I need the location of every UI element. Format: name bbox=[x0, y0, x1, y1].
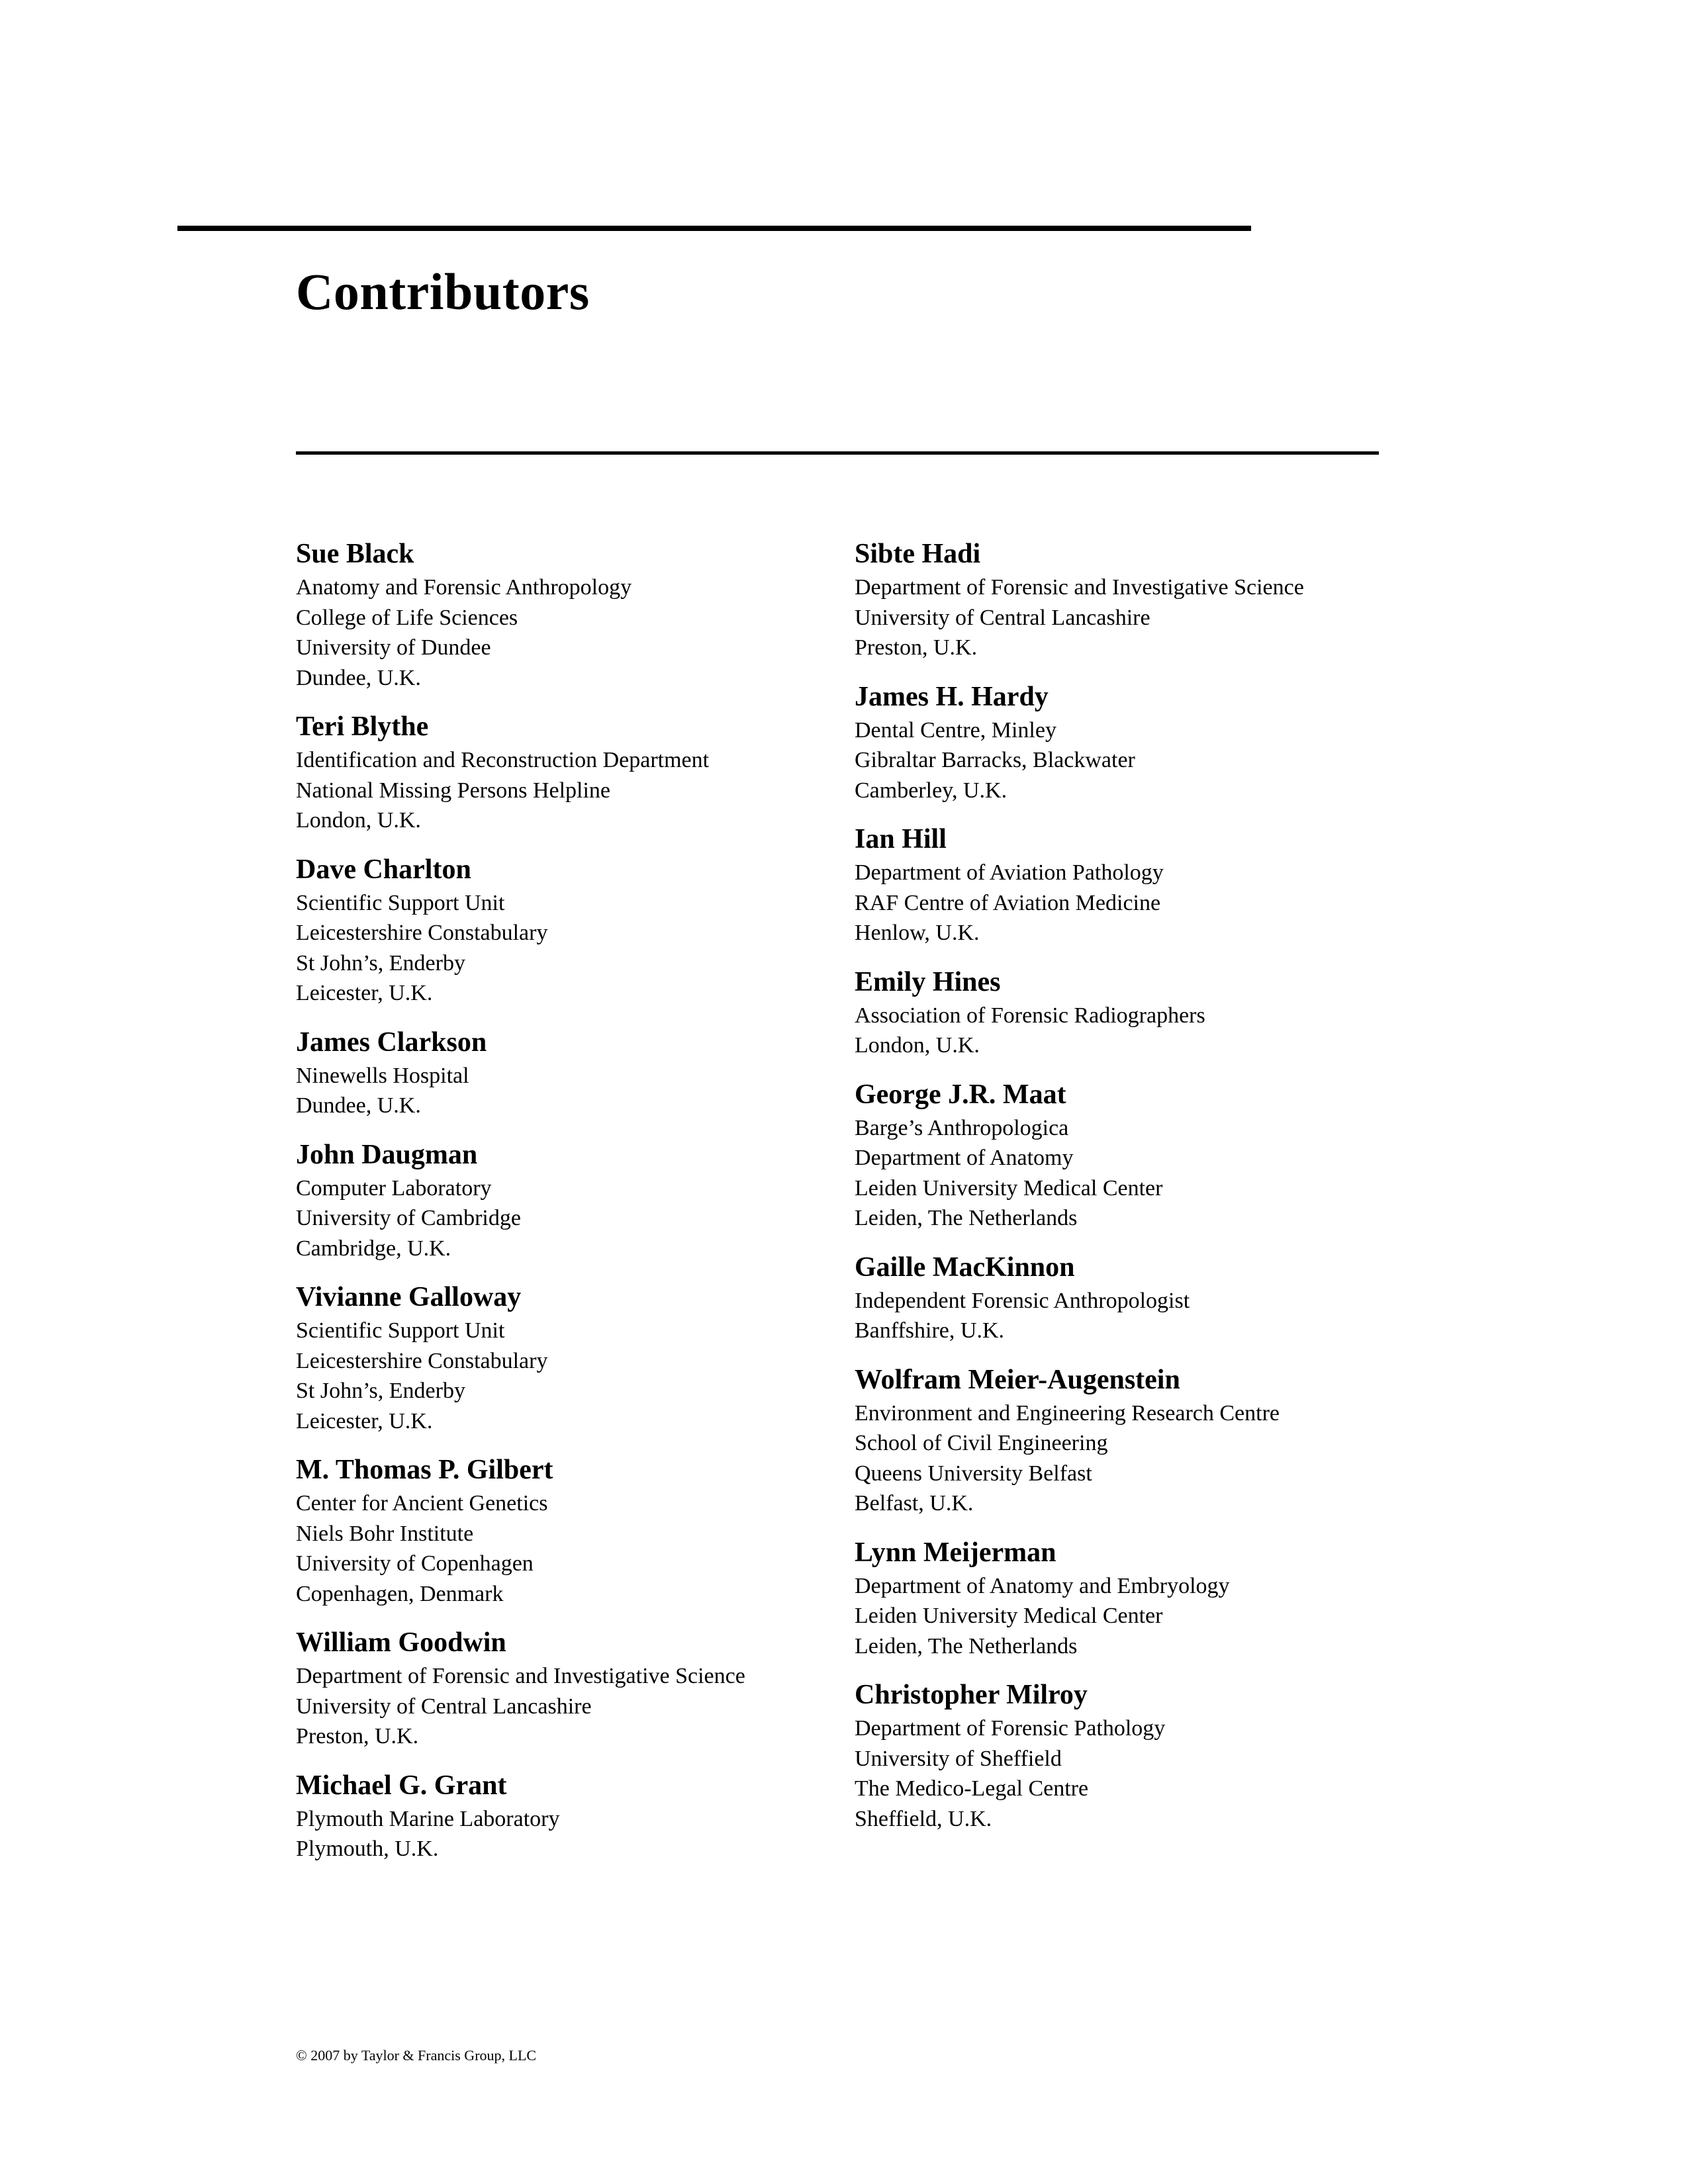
contributor-affiliation-line: London, U.K. bbox=[296, 808, 421, 833]
contributor-entry bbox=[296, 853, 825, 1009]
contributor-entry bbox=[296, 1026, 825, 1121]
contributor-affiliation-line: College of Life Sciences bbox=[296, 605, 518, 630]
contributor-affiliation-line: Leiden, The Netherlands bbox=[855, 1633, 1078, 1659]
contributor-name: Vivianne Galloway bbox=[296, 1282, 522, 1312]
contributor-affiliation-line: Belfast, U.K. bbox=[855, 1491, 974, 1516]
contributor-affiliation-line: Leicester, U.K. bbox=[296, 981, 433, 1005]
contributor-affiliation-line: Plymouth Marine Laboratory bbox=[296, 1806, 560, 1831]
contributor-affiliation-line: Leicestershire Constabulary bbox=[296, 921, 548, 945]
page-title: Contributors bbox=[296, 263, 590, 320]
contributor-affiliation-line: St John’s, Enderby bbox=[296, 950, 465, 976]
contributor-name: Wolfram Meier-Augenstein bbox=[855, 1364, 1180, 1395]
contributor-affiliation-line: Sheffield, U.K. bbox=[855, 1806, 992, 1831]
contributor-entry bbox=[855, 537, 1384, 663]
contributor-affiliation-line: Dundee, U.K. bbox=[296, 665, 421, 690]
contributor-affiliation-line: RAF Centre of Aviation Medicine bbox=[855, 890, 1161, 915]
contributor-affiliation-line: Preston, U.K. bbox=[296, 1724, 419, 1749]
contributor-affiliation-line: London, U.K. bbox=[855, 1033, 980, 1058]
contributor-name: Lynn Meijerman bbox=[855, 1537, 1056, 1568]
contributor-affiliation-line: Ninewells Hospital bbox=[296, 1063, 469, 1088]
contributor-affiliation-line: Cambridge, U.K. bbox=[296, 1236, 451, 1261]
contributor-entry bbox=[855, 680, 1384, 806]
contributor-entry bbox=[296, 1769, 825, 1864]
contributor-entry bbox=[855, 1678, 1384, 1834]
contributor-affiliation-line: Henlow, U.K. bbox=[855, 921, 980, 945]
contributor-entry bbox=[296, 1281, 825, 1436]
contributor-affiliation-line: Department of Forensic and Investigative Science bbox=[296, 1664, 745, 1688]
contributor-affiliation-line: Preston, U.K. bbox=[855, 635, 978, 660]
contributor-name: Ian Hill bbox=[855, 824, 947, 854]
contributor-entry bbox=[296, 1453, 825, 1609]
contributor-name: William Goodwin bbox=[296, 1627, 506, 1658]
contributor-entry bbox=[296, 1626, 825, 1752]
contributor-name: Teri Blythe bbox=[296, 711, 429, 742]
contributor-affiliation-line: Department of Anatomy bbox=[855, 1146, 1074, 1170]
contributor-affiliation-line: Leicester, U.K. bbox=[296, 1408, 433, 1433]
contributor-affiliation-line: School of Civil Engineering bbox=[855, 1431, 1108, 1455]
contributor-affiliation-line: Center for Ancient Genetics bbox=[296, 1491, 548, 1516]
contributor-affiliation-line: Department of Forensic and Investigative Science bbox=[855, 575, 1304, 600]
contributor-entry bbox=[296, 710, 825, 836]
contributor-affiliation-line: Dundee, U.K. bbox=[296, 1093, 421, 1118]
contributor-entry bbox=[855, 823, 1384, 948]
contributor-affiliation-line: Identification and Reconstruction Department bbox=[296, 748, 710, 772]
contributor-name: Sibte Hadi bbox=[855, 539, 981, 569]
contributor-name: M. Thomas P. Gilbert bbox=[296, 1455, 553, 1485]
contributor-affiliation-line: Scientific Support Unit bbox=[296, 890, 505, 915]
contributor-affiliation-line: Queens University Belfast bbox=[855, 1461, 1092, 1486]
contributor-name: Christopher Milroy bbox=[855, 1680, 1088, 1710]
contributor-affiliation-line: National Missing Persons Helpline bbox=[296, 778, 611, 803]
contributor-affiliation-line: Dental Centre, Minley bbox=[855, 717, 1056, 743]
contributor-affiliation-line: Association of Forensic Radiographers bbox=[855, 1003, 1205, 1028]
contributor-affiliation-line: St John’s, Enderby bbox=[296, 1379, 465, 1403]
contributor-name: Sue Black bbox=[296, 539, 414, 569]
contributor-affiliation-line: Leiden University Medical Center bbox=[855, 1175, 1163, 1201]
contributor-entry bbox=[296, 537, 825, 693]
contributor-name: Emily Hines bbox=[855, 966, 1001, 997]
contributor-entry bbox=[855, 1536, 1384, 1662]
contributor-affiliation-line: Leicestershire Constabulary bbox=[296, 1348, 548, 1373]
contributor-affiliation-line: Environment and Engineering Research Centre bbox=[855, 1400, 1280, 1426]
contributor-affiliation-line: Banffshire, U.K. bbox=[855, 1318, 1004, 1343]
contributor-affiliation-line: University of Central Lancashire bbox=[855, 605, 1150, 630]
contributor-affiliation-line: Independent Forensic Anthropologist bbox=[855, 1288, 1190, 1313]
contributor-entry bbox=[855, 966, 1384, 1061]
contributor-name: Gaille MacKinnon bbox=[855, 1251, 1075, 1283]
contributor-name: James H. Hardy bbox=[855, 681, 1049, 712]
contributors-column-left bbox=[296, 537, 825, 1882]
contributor-affiliation-line: Barge’s Anthropologica bbox=[855, 1115, 1069, 1140]
contributor-affiliation-line: Niels Bohr Institute bbox=[296, 1521, 474, 1546]
contributor-entry bbox=[855, 1078, 1384, 1234]
contributor-affiliation-line: University of Cambridge bbox=[296, 1206, 521, 1230]
contributor-affiliation-line: University of Dundee bbox=[296, 635, 491, 660]
contributor-affiliation-line: Scientific Support Unit bbox=[296, 1318, 505, 1343]
contributor-affiliation-line: Copenhagen, Denmark bbox=[296, 1581, 504, 1606]
contributor-affiliation-line: University of Sheffield bbox=[855, 1746, 1062, 1771]
contributor-affiliation-line: Department of Forensic Pathology bbox=[855, 1716, 1166, 1741]
contributor-affiliation-line: University of Central Lancashire bbox=[296, 1694, 592, 1719]
contributor-name: John Daugman bbox=[296, 1139, 478, 1170]
contributor-affiliation-line: Plymouth, U.K. bbox=[296, 1837, 439, 1861]
contributor-entry bbox=[296, 1138, 825, 1264]
contributor-affiliation-line: Leiden, The Netherlands bbox=[855, 1206, 1078, 1230]
contributors-column-right bbox=[855, 537, 1384, 1851]
contributor-entry bbox=[855, 1251, 1384, 1346]
top-rule bbox=[177, 226, 1251, 231]
contributor-name: Dave Charlton bbox=[296, 854, 471, 885]
contributor-affiliation-line: Camberley, U.K. bbox=[855, 778, 1008, 803]
contributor-affiliation-line: Anatomy and Forensic Anthropology bbox=[296, 575, 632, 600]
contributor-affiliation-line: Department of Anatomy and Embryology bbox=[855, 1573, 1230, 1598]
title-rule bbox=[296, 451, 1379, 455]
copyright-notice: © 2007 by Taylor & Francis Group, LLC bbox=[296, 2047, 537, 2064]
contributor-name: Michael G. Grant bbox=[296, 1770, 507, 1801]
contributor-affiliation-line: Department of Aviation Pathology bbox=[855, 860, 1164, 885]
contributor-affiliation-line: The Medico-Legal Centre bbox=[855, 1776, 1089, 1801]
contributor-affiliation-line: Leiden University Medical Center bbox=[855, 1604, 1163, 1628]
contributor-entry bbox=[855, 1363, 1384, 1519]
contributor-affiliation-line: Computer Laboratory bbox=[296, 1175, 492, 1201]
contributor-affiliation-line: Gibraltar Barracks, Blackwater bbox=[855, 748, 1135, 772]
contributor-name: James Clarkson bbox=[296, 1026, 487, 1058]
contributor-affiliation-line: University of Copenhagen bbox=[296, 1551, 534, 1576]
contributor-name: George J.R. Maat bbox=[855, 1079, 1066, 1110]
